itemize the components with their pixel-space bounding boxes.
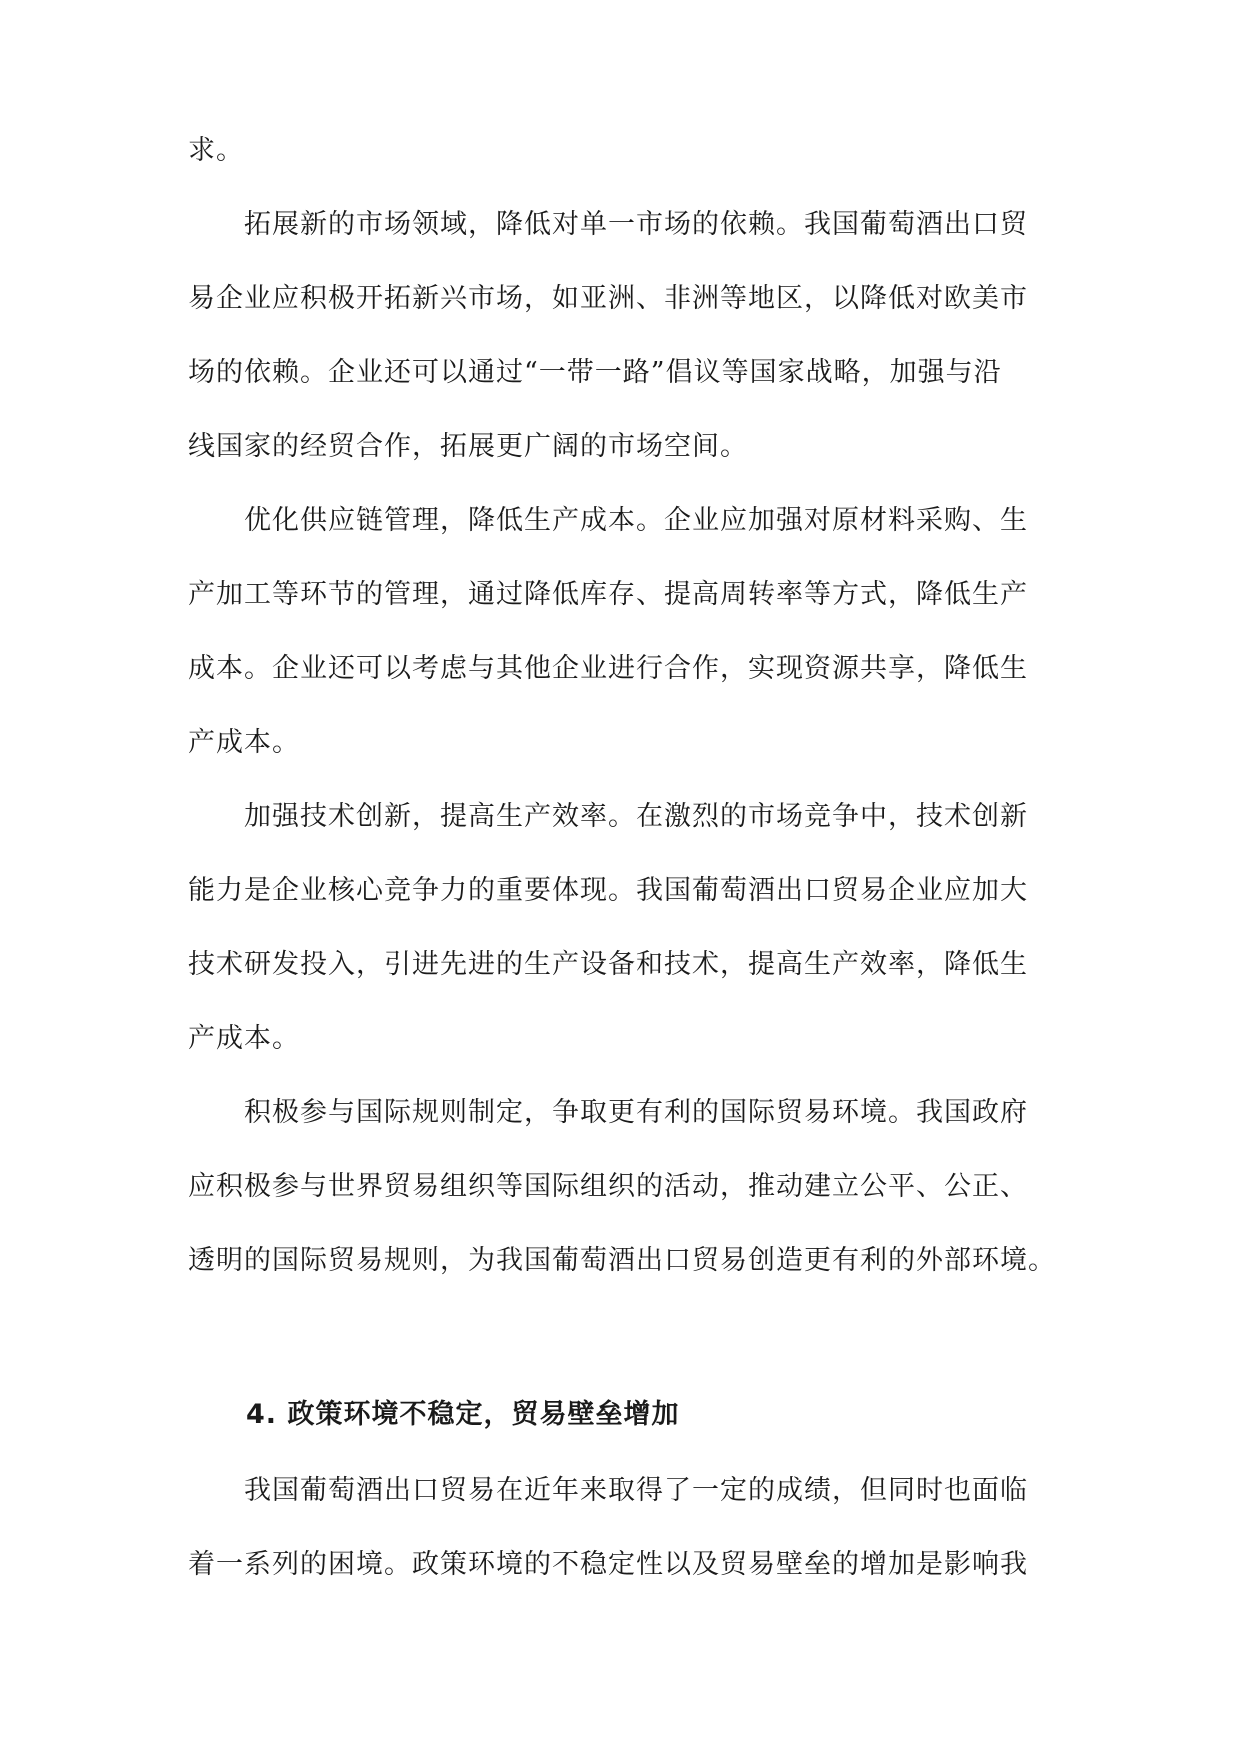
section-heading: 4. 政策环境不稳定，贸易壁垒增加 [246, 1399, 680, 1430]
text-line: 拓展新的市场领域，降低对单一市场的依赖。我国葡萄酒出口贸 [188, 209, 1028, 240]
paragraph-international-rules [188, 1076, 1054, 1298]
text-line: 透明的国际贸易规则，为我国葡萄酒出口贸易创造更有利的外部环境。 [188, 1245, 1056, 1276]
paragraph-continuation [188, 114, 1054, 188]
text-line: 技术研发投入，引进先进的生产设备和技术，提高生产效率，降低生 [188, 949, 1028, 980]
text-line: 场的依赖。企业还可以通过“一带一路”倡议等国家战略，加强与沿 [188, 357, 1002, 388]
text-line: 我国葡萄酒出口贸易在近年来取得了一定的成绩，但同时也面临 [188, 1475, 1028, 1506]
text-line: 产成本。 [188, 727, 300, 758]
text-line: 能力是企业核心竞争力的重要体现。我国葡萄酒出口贸易企业应加大 [188, 875, 1028, 906]
paragraph-policy-environment [188, 1454, 1054, 1602]
text-line: 线国家的经贸合作，拓展更广阔的市场空间。 [188, 431, 748, 462]
paragraph-supply-chain [188, 484, 1054, 780]
paragraph-tech-innovation [188, 780, 1054, 1076]
text-line: 成本。企业还可以考虑与其他企业进行合作，实现资源共享，降低生 [188, 653, 1028, 684]
paragraph-market-expansion [188, 188, 1054, 484]
text-line: 产成本。 [188, 1023, 300, 1054]
text-line: 应积极参与世界贸易组织等国际组织的活动，推动建立公平、公正、 [188, 1171, 1028, 1202]
text-line: 着一系列的困境。政策环境的不稳定性以及贸易壁垒的增加是影响我 [188, 1549, 1028, 1580]
text-line: 加强技术创新，提高生产效率。在激烈的市场竞争中，技术创新 [188, 801, 1028, 832]
text-line: 产加工等环节的管理，通过降低库存、提高周转率等方式，降低生产 [188, 579, 1028, 610]
text-line: 求。 [188, 135, 244, 166]
text-line: 积极参与国际规则制定，争取更有利的国际贸易环境。我国政府 [188, 1097, 1028, 1128]
text-line: 易企业应积极开拓新兴市场，如亚洲、非洲等地区，以降低对欧美市 [188, 283, 1028, 314]
text-line: 优化供应链管理，降低生产成本。企业应加强对原材料采购、生 [188, 505, 1028, 536]
